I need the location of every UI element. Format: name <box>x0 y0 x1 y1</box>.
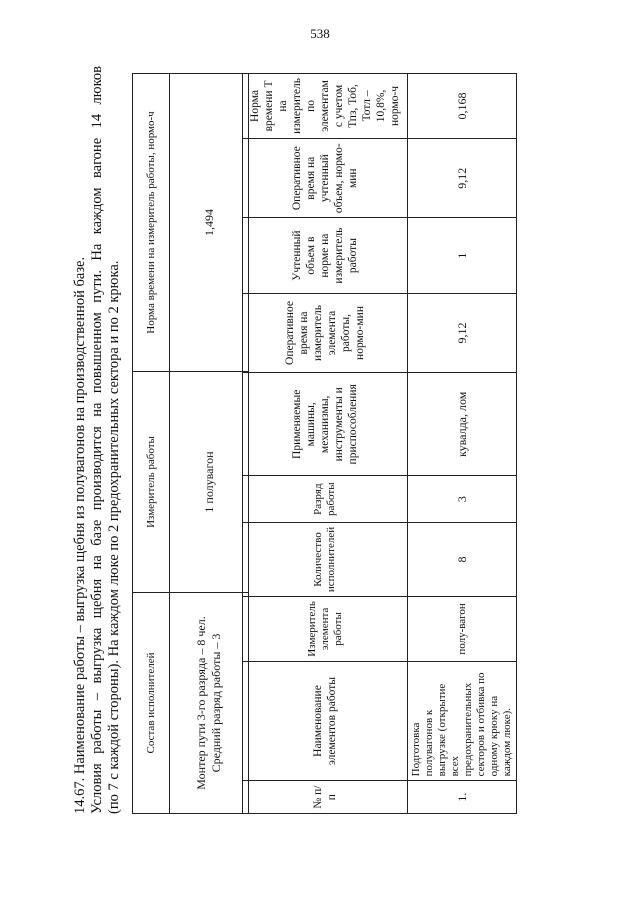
col-op-time-volume-header: Оперативное время на учтенный объем, нормо-мин <box>243 138 408 218</box>
summary-table <box>132 73 249 814</box>
header-norm: Норма времени на измеритель работы, нормо-ч <box>133 74 170 372</box>
page-number: 538 <box>310 26 330 41</box>
heading-line-title: 14.67. Наименование работы – выгрузка щебня из полувагонов на производственной базе. <box>72 256 88 814</box>
detail-table <box>242 73 517 814</box>
table-row <box>408 74 517 814</box>
row-unit: полу-вагон <box>408 597 517 662</box>
row-work-element: Подготовка полувагонов к выгрузке (открытие всех предохранительных секторов и отбивка по одному крюку на каждом люке). <box>408 661 517 781</box>
row-grade: 3 <box>408 476 517 523</box>
header-unit: Измеритель работы <box>133 372 170 593</box>
col-norm-header: Норма времени Т на измеритель по элементам с учетом Тпз, Тоб, Тотл – 10,8%, нормо-ч <box>243 74 408 139</box>
rotated-page-content <box>72 60 572 820</box>
row-volume: 1 <box>408 218 517 293</box>
row-workers: 8 <box>408 522 517 596</box>
row-norm: 0,168 <box>408 74 517 139</box>
norm-value: 1,494 <box>170 74 249 372</box>
col-num-header: № п/п <box>243 781 408 814</box>
col-name-header: Наименование элементов работы <box>243 661 408 781</box>
unit-value: 1 полувагон <box>170 372 249 593</box>
heading-line-conditions-cont: (по 7 с каждой стороны). На каждом люке по 2 предохранительных сектора и по 2 крюка. <box>106 260 122 814</box>
detail-header-row <box>243 74 408 814</box>
section-heading <box>72 66 123 814</box>
row-op-time: 9,12 <box>408 293 517 373</box>
crew-composition: Монтер пути 3-го разряда – 8 чел. <box>194 616 208 790</box>
row-op-time-volume: 9,12 <box>408 138 517 218</box>
summary-value-row <box>170 74 249 814</box>
col-unit-header: Измеритель элемента работы <box>243 597 408 662</box>
col-op-time-header: Оперативное время на измеритель элемента работы, нормо-мин <box>243 293 408 373</box>
row-num: 1. <box>408 781 517 814</box>
col-volume-header: Учтенный объем в норме на измеритель работы <box>243 218 408 293</box>
col-tools-header: Применяемые машины, механизмы, инструменты и приспособления <box>243 373 408 476</box>
summary-header-row <box>133 74 170 814</box>
header-crew: Состав исполнителей <box>133 593 170 814</box>
col-workers-header: Количество исполнителей <box>243 522 408 596</box>
crew-average-grade: Средний разряд работы – 3 <box>209 633 223 773</box>
heading-line-conditions: Условия работы – выгрузка щебня на базе производится на повышенном пути. На каждом вагоне 14 люков <box>89 66 105 814</box>
row-tools: кувалда, лом <box>408 373 517 476</box>
crew-cell <box>170 593 249 814</box>
col-grade-header: Разряд работы <box>243 476 408 523</box>
